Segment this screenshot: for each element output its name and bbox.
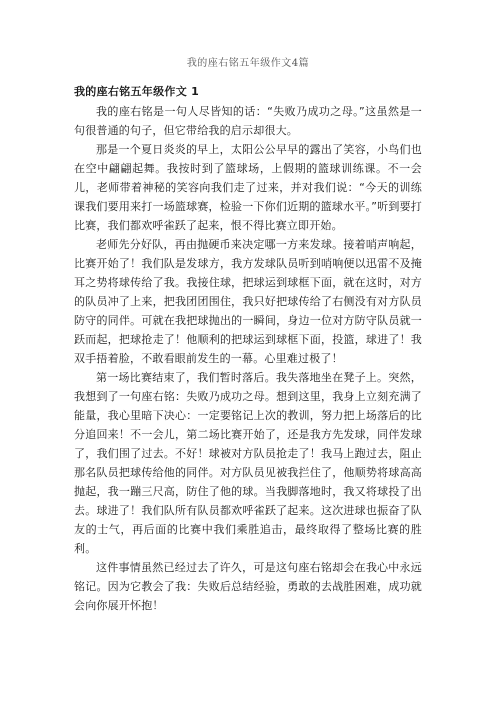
paragraph-5: 这件事情虽然已经过去了许久，可是这句座右铭却会在我心中永远铭记。因为它教会了我：失败后总结经验，勇敢的去战胜困难，成功就会向你展开怀抱！ — [74, 561, 422, 612]
article-title: 我的座右铭五年级作文 1 — [74, 85, 200, 98]
paragraph-3: 老师先分好队，再由抛硬币来决定哪一方来发球。接着哨声响起，比赛开始了！我们队是发球方，我方发球队员听到哨响便以迅雷不及掩耳之势将球传给了我。我接住球，把球运到球框下面，就在这时，对方的队员冲了上来，把我团团围住，我只好把球传给了右侧没有对方队员防守的同伴。可就在我把球抛出的一瞬间，身边一位对方防守队员就一跃而起，把球抢走了！他顺利的把球运到球框下面，投篮，球进了！我双手捂着脸，不敢看眼前发生的一幕。心里难过极了！ — [74, 238, 422, 365]
page-header: 我的座右铭五年级作文4篇 — [186, 58, 310, 69]
paragraph-4: 第一场比赛结束了，我们暂时落后。我失落地坐在凳子上。突然，我想到了一句座右铭：失败乃成功之母。想到这里，我身上立刻充满了能量，我心里暗下决心：一定要铭记上次的教训，努力把上场落后的比分追回来！不一会儿，第二场比赛开始了，还是我方先发球，同伴发球了，我们围了过去。不好！球被对方队员抢走了！我马上跑过去，阻止那名队员把球传给他的同伴。对方队员见被我拦住了，他顺势将球高高抛起，我一蹦三尺高，防住了他的球。当我脚落地时，我又将球投了出去。球进了！我们队所有队员都欢呼雀跃了起来。这次进球也振奋了队友的士气，再后面的比赛中我们乘胜追击，最终取得了整场比赛的胜利。 — [74, 371, 422, 555]
paragraph-1: 我的座右铭是一句人尽皆知的话：“失败乃成功之母。”这虽然是一句很普通的句子，但它带给我的启示却很大。 — [74, 105, 422, 137]
paragraph-2: 那是一个夏日炎炎的早上，太阳公公早早的露出了笑容，小鸟们也在空中翩翩起舞。我按时到了篮球场，上假期的篮球训练课。不一会儿，老师带着神秘的笑容向我们走了过来，并对我们说：“今天的训练课我们要用来打一场篮球赛，检验一下你们近期的篮球水平。”听到要打比赛，我们都欢呼雀跃了起来，恨不得比赛立即开始。 — [74, 143, 422, 232]
article-body — [74, 82, 422, 615]
